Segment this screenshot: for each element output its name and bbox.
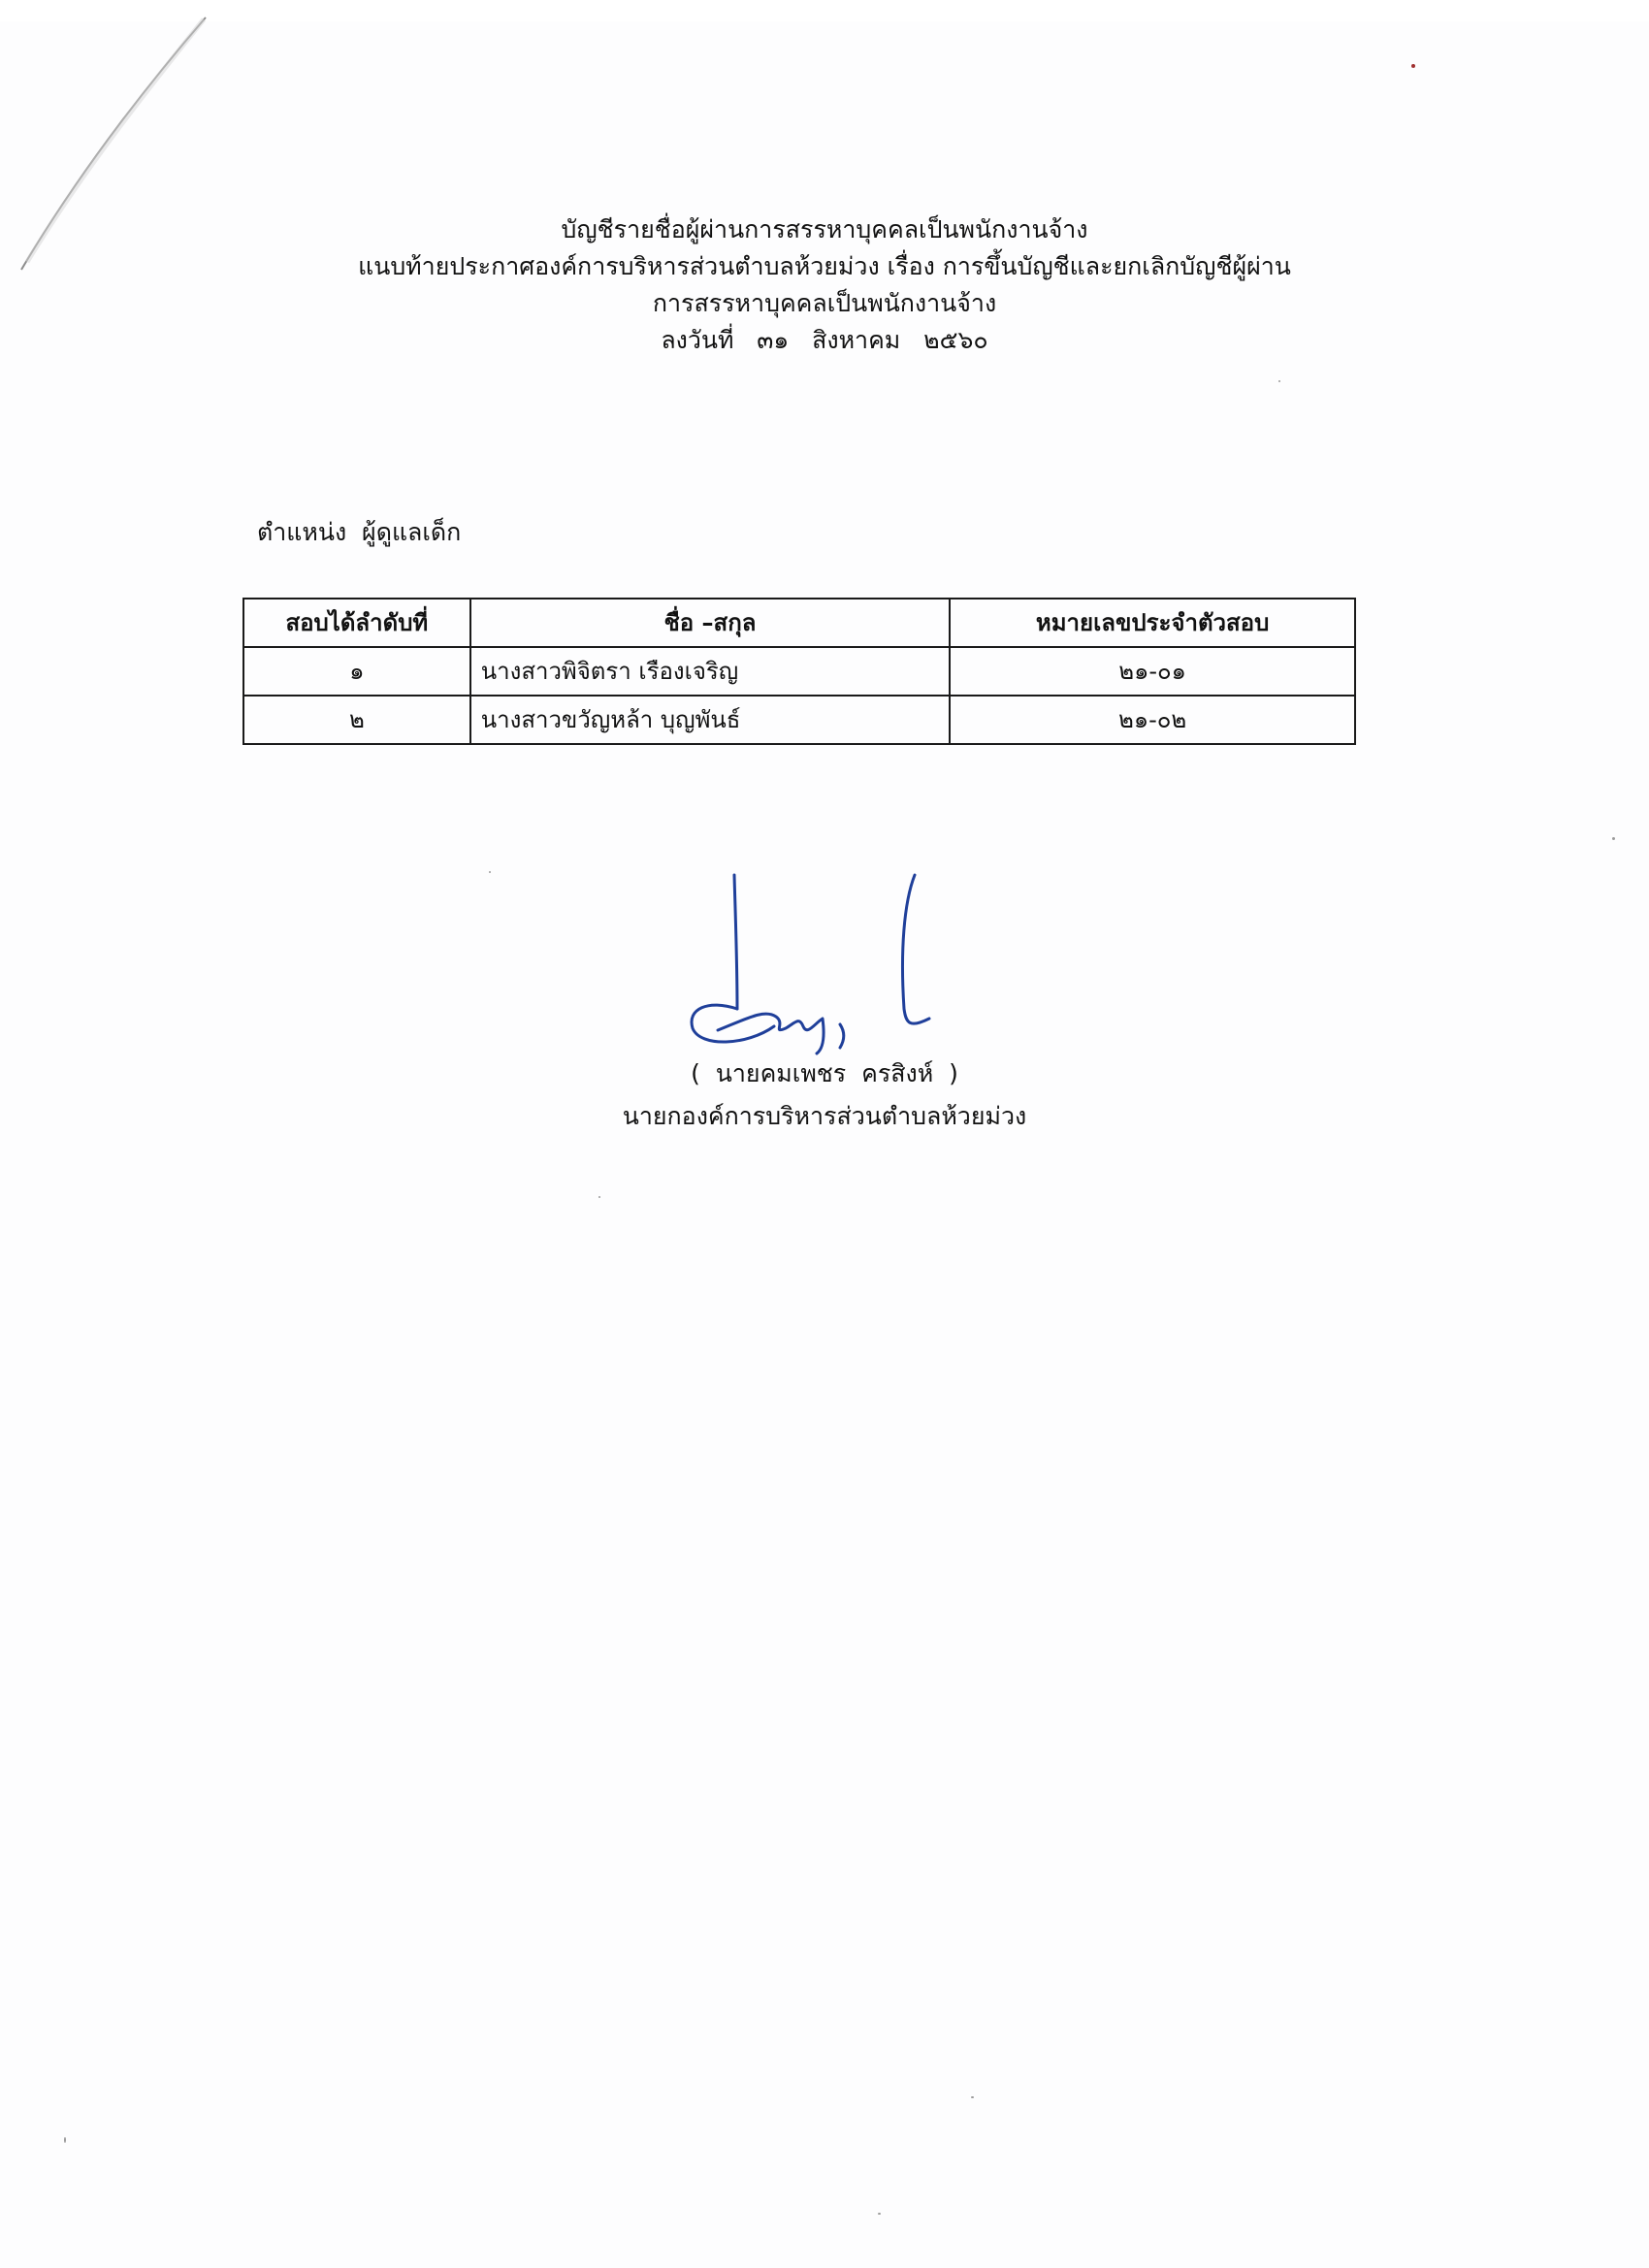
handwritten-signature [679, 863, 941, 1057]
title-line-3: การสรรหาบุคคลเป็นพนักงานจ้าง [652, 289, 997, 317]
cell-name: นางสาวขวัญหล้า บุญพันธ์ [470, 696, 951, 744]
scan-speck [1278, 380, 1280, 382]
cell-exam-id: ๒๑-๐๒ [950, 696, 1355, 744]
scan-speck [1612, 837, 1615, 840]
header-rank: สอบได้ลำดับที่ [243, 599, 470, 647]
scan-speck [1411, 64, 1415, 68]
scan-speck [64, 2137, 66, 2143]
title-line-1: บัญชีรายชื่อผู้ผ่านการสรรหาบุคคลเป็นพนักงานจ้าง [561, 215, 1088, 243]
cell-exam-id: ๒๑-๐๑ [950, 647, 1355, 696]
scan-speck [971, 2096, 974, 2098]
title-line-2: แนบท้ายประกาศองค์การบริหารส่วนตำบลห้วยม่วง เรื่อง การขึ้นบัญชีและยกเลิกบัญชีผู้ผ่าน [358, 252, 1291, 280]
results-table [242, 598, 1356, 745]
signer-title: นายกองค์การบริหารส่วนตำบลห้วยม่วง [622, 1102, 1027, 1130]
position-label: ตำแหน่ง ผู้ดูแลเด็ก [257, 518, 462, 546]
cell-rank: ๑ [243, 647, 470, 696]
table-header-row [243, 599, 1355, 647]
header-exam-id: หมายเลขประจำตัวสอบ [950, 599, 1355, 647]
cell-name: นางสาวพิจิตรา เรืองเจริญ [470, 647, 951, 696]
header-name: ชื่อ –สกุล [470, 599, 951, 647]
scan-speck [598, 1196, 600, 1198]
signer-block [0, 1053, 1649, 1138]
date-line: ลงวันที่ ๓๑ สิงหาคม ๒๕๖๐ [661, 326, 988, 354]
signer-name: ( นายคมเพชร ครสิงห์ ) [691, 1059, 958, 1087]
table-row [243, 696, 1355, 744]
scan-speck [489, 871, 491, 873]
scan-speck [878, 2213, 881, 2215]
table-row [243, 647, 1355, 696]
cell-rank: ๒ [243, 696, 470, 744]
scan-top-edge [0, 0, 1649, 21]
document-title-block [0, 211, 1649, 359]
